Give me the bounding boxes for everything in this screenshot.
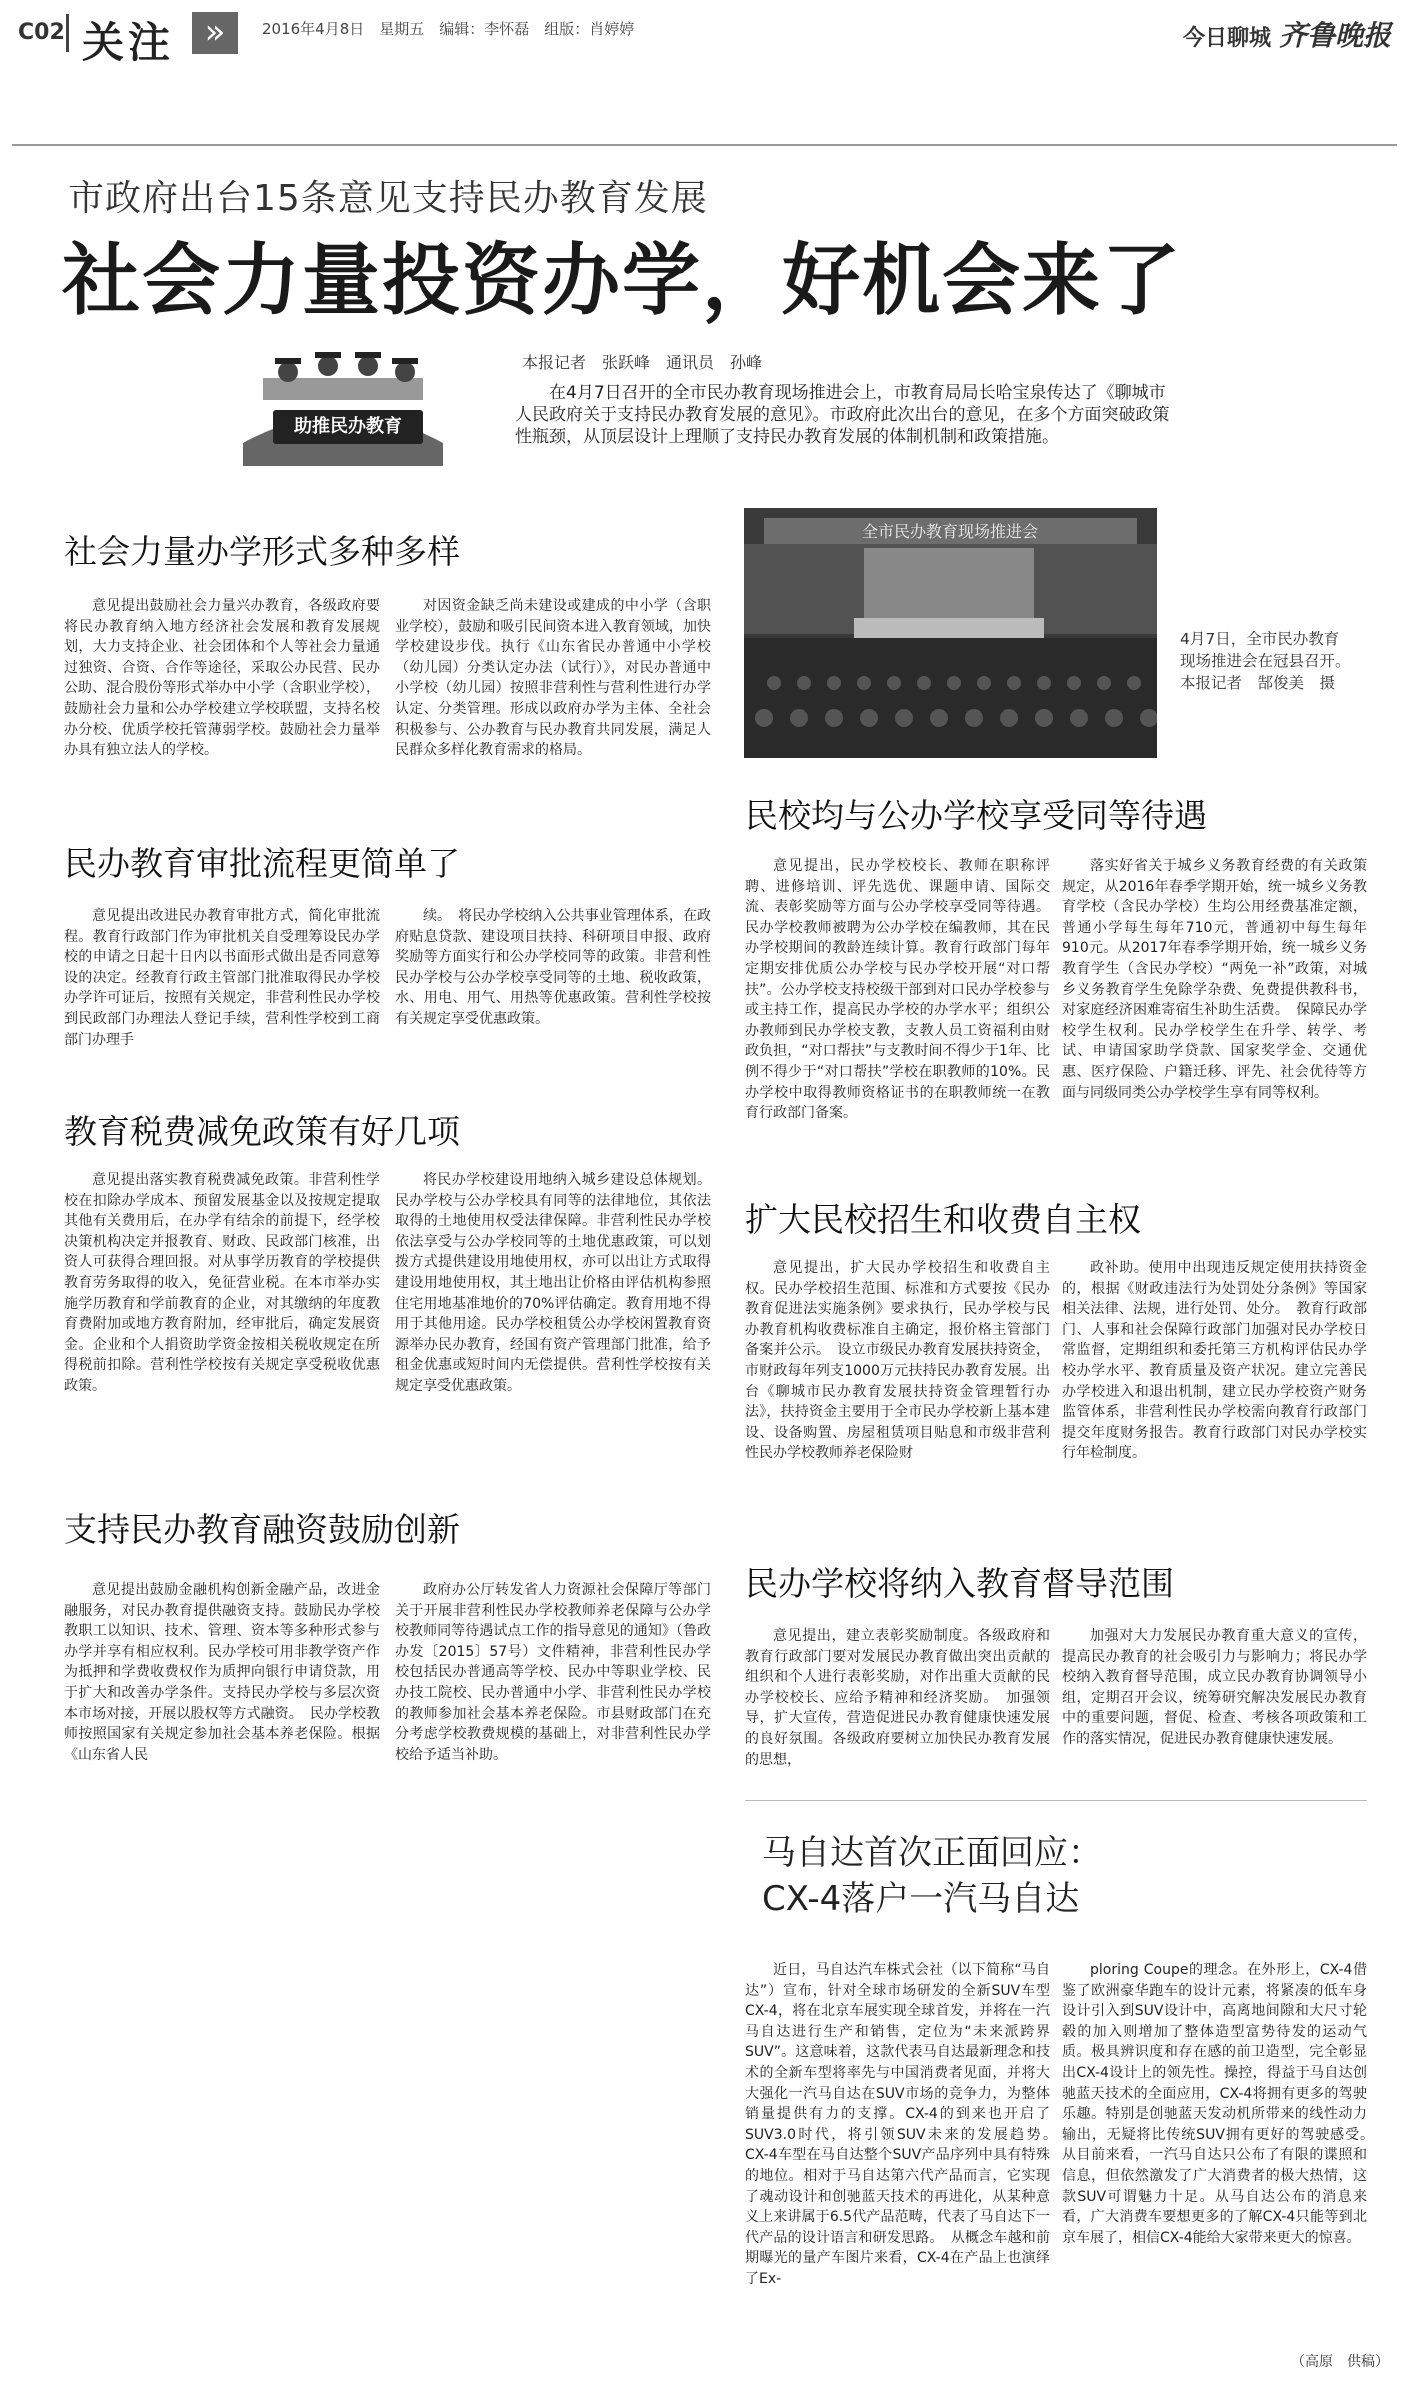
section-heading: 教育税费减免政策有好几项 [64, 1112, 460, 1151]
badge-label: 助推民办教育 [273, 410, 423, 444]
body-text [1062, 1626, 1367, 1750]
section-heading: 民办教育审批流程更简单了 [64, 844, 460, 883]
byline: 本报记者 张跃峰 通讯员 孙峰 [522, 353, 763, 372]
paragraph: 意见提出落实教育税费减免政策。非营利性学校在扣除办学成本、预留发展基金以及按规定提取其他有关费用后，在办学有结余的前提下，经学校决策机构决定并报教育、财政、民政部门核准，出资人可获得合理回报。对从事学历教育的学校提供教育劳务取得的收入，免征营业税。在本市举办实施学历教育和学前教育的企业，对其缴纳的年度教育费附加或地方教育附加，经审批后，确定发展资金。企业和个人捐资助学资金按相关税收规定在所得税前扣除。营利性学校按有关规定享受税收优惠政策。 [64, 1172, 380, 1394]
article-subtitle: 市政府出台15条意见支持民办教育发展 [68, 178, 708, 219]
body-text [395, 1170, 711, 1397]
body-text [64, 906, 380, 1050]
chevron-right-icon: » [192, 12, 238, 54]
paragraph: 意见提出鼓励金融机构创新金融产品，改进金融服务，对民办教育提供融资支持。鼓励民办学校教职工以知识、技术、管理、资本等多种形式参与办学并享有相应权利。民办学校可用非教学资产作为抵押和学费收费权作为质押向银行申请贷款，用于扩大和改善办学条件。支持民办学校与多层次资本市场对接，开展以股权等方式融资。 民办学校教师按照国家有关规定参加社会基本养老保险。根据《山东省人民 [64, 1582, 380, 1763]
body-text [745, 1960, 1064, 2290]
body-text [395, 1580, 711, 1765]
graduates-icon [233, 348, 453, 466]
section-heading: 民办学校将纳入教育督导范围 [745, 1564, 1174, 1603]
paragraph: 意见提出鼓励社会力量兴办教育，各级政府要将民办教育纳入地方经济社会发展和教育发展规划，大力支持企业、社会团体和个人等社会力量通过独资、合资、合作等途径，采取公办民营、民办公助、混合股份等形式举办中小学（含职业学校），鼓励社会力量和公办学校建立学校联盟，支持名校办分校、优质学校托管薄弱学校。鼓励社会力量举办具有独立法人的学校。 [64, 598, 380, 759]
divider [12, 144, 1397, 146]
body-text [64, 596, 380, 761]
section-heading: 社会力量办学形式多种多样 [64, 532, 460, 571]
paragraph: 政补助。使用中出现违反规定使用扶持资金的，根据《财政违法行为处罚处分条例》等国家相关法律、法规，进行处罚、处分。 教育行政部门、人事和社会保障行政部门加强对民办学校日常监督，定期组织和委托第三方机构评估民办学校办学水平、教育质量及资产状况。建立完善民办学校进入和退出机制，建立民办学校资产财务监管体系，非营利性民办学校需向教育行政部门提交年度财务报告。教育行政部门对民办学校实行年检制度。 [1062, 1260, 1367, 1462]
body-text [745, 1626, 1050, 1770]
badge-illustration [233, 348, 453, 466]
section-heading: 支持民办教育融资鼓励创新 [64, 1510, 460, 1549]
body-text [64, 1170, 380, 1397]
paragraph: 政府办公厅转发省人力资源社会保障厅等部门关于开展非营利性民办学校教师养老保障与公办学校教师同等待遇试点工作的指导意见的通知》（鲁政办发〔2015〕57号）文件精神，非营利性民办学校包括民办普通高等学校、民办中等职业学校、民办技工院校、民办普通中小学、非营利性民办学校的教师参加社会基本养老保险。市县财政部门在充分考虑学校教费规模的基础上，对非营利性民办学校给予适当补助。 [395, 1582, 711, 1763]
paragraph: 对因资金缺乏尚未建设或建成的中小学（含职业学校），鼓励和吸引民间资本进入教育领域，加快学校建设步伐。执行《山东省民办普通中小学校（幼儿园）分类认定办法（试行）》，对民办普通中小学校（幼儿园）按照非营利性与营利性进行办学认定、分类管理。形成以政府办学为主体、全社会积极参与、公办教育与民办教育共同发展，满足人民群众多样化教育需求的格局。 [395, 598, 711, 759]
news-title-line: CX-4落户一汽马自达 [762, 1879, 1080, 1919]
meeting-hall-image [744, 508, 1157, 758]
paragraph: 意见提出，扩大民办学校招生和收费自主权。民办学校招生范围、标准和方式要按《民办教育促进法实施条例》要求执行，民办学校与民办教育机构收费标准自主确定，报价格主管部门备案并公示。 设立市级民办教育发展扶持资金，市财政每年列支1000万元扶持民办教育发展。出台《聊城市民办教育发展扶持资金管理暂行办法》，扶持资金主要用于全市民办学校新上基本建设、设备购置、房屋租赁项目贴息和市级非营利性民办学校教师养老保险财 [745, 1260, 1050, 1462]
issue-meta: 2016年4月8日 星期五 编辑：李怀磊 组版：肖婷婷 [262, 20, 635, 38]
meeting-photo [744, 508, 1157, 758]
body-text [1062, 856, 1367, 1103]
masthead [0, 0, 1409, 67]
divider [745, 1800, 1367, 1801]
page-number: C02 [18, 20, 65, 45]
news-title-line: 马自达首次正面回应： [762, 1833, 1102, 1873]
body-text [64, 1580, 380, 1765]
photo-banner-text: 全市民办教育现场推进会 [861, 522, 1039, 541]
body-text [1062, 1258, 1367, 1464]
brand-city: 今日聊城 [1182, 26, 1271, 51]
body-text [395, 906, 711, 1030]
news-credit: （高原 供稿） [1291, 2354, 1389, 2370]
lead-paragraph: 在4月7日召开的全市民办教育现场推进会上，市教育局局长哈宝泉传达了《聊城市人民政府关于支持民办教育发展的意见》。市政府此次出台的意见，在多个方面突破政策性瓶颈，从顶层设计上理顺了支持民办教育发展的体制机制和政策措施。 [515, 383, 1170, 447]
newspaper-logo: 齐鲁晚报 [1278, 19, 1391, 52]
article-title: 社会力量投资办学，好机会来了 [62, 236, 1183, 326]
body-text [745, 1258, 1050, 1464]
section-heading: 扩大民校招生和收费自主权 [745, 1200, 1141, 1239]
body-text [395, 596, 711, 761]
paragraph: 将民办学校建设用地纳入城乡建设总体规划。民办学校与公办学校具有同等的法律地位，其依法取得的土地使用权受法律保障。非营利性民办学校依法享受与公办学校同等的土地优惠政策，可以划拨方式提供建设用地使用权，亦可以出让方式取得建设用地使用权，其土地出让价格由评估机构参照住宅用地基准地价的70%评估确定。教育用地不得用于其他用途。民办学校租赁公办学校闲置教育资源举办民办教育，经国有资产管理部门批准，给予租金优惠或短时间内无偿提供。营利性学校按有关规定享受优惠政策。 [395, 1172, 711, 1394]
divider [66, 14, 69, 52]
paragraph: 意见提出，民办学校校长、教师在职称评聘、进修培训、评先选优、课题申请、国际交流、表彰奖励等方面与公办学校享受同等待遇。民办学校教师被聘为公办学校在编教师，其在民办学校期间的教龄连续计算。教育行政部门每年定期安排优质公办学校与民办学校开展“对口帮扶”。公办学校支持校级干部到对口民办学校参与或主持工作，提高民办学校的办学水平；组织公办教师到民办学校支教，支教人员工资福利由财政负担，“对口帮扶”与支教时间不得少于1年、比例不得少于“对口帮扶”学校在职教师的10%。民办学校中取得教师资格证书的在职教师统一在教育行政部门备案。 [745, 858, 1050, 1122]
body-text [745, 856, 1050, 1124]
paragraph: 意见提出，建立表彰奖励制度。各级政府和教育行政部门要对发展民办教育做出突出贡献的组织和个人进行表彰奖励，对作出重大贡献的民办学校校长、应给予精神和经济奖励。 加强领导，扩大宣传，营造促进民办教育健康快速发展的良好氛围。各级政府要树立加快民办教育发展的思想， [745, 1628, 1050, 1768]
paragraph: 落实好省关于城乡义务教育经费的有关政策规定，从2016年春季学期开始，统一城乡义务教育学校（含民办学校）生均公用经费基准定额，普通小学每生每年710元，普通初中每生每年910元。从2017年春季学期开始，统一城乡义务教育学生（含民办学校）“两免一补”政策，对城乡义务教育学生免除学杂费、免费提供教科书，对家庭经济困难寄宿生补助生活费。 保障民办学校学生权利。民办学校学生在升学、转学、考试、申请国家助学贷款、国家奖学金、交通优惠、医疗保险、户籍迁移、评先、社会优待等方面与同级同类公办学校学生享有同等权利。 [1062, 858, 1367, 1101]
paragraph: 意见提出改进民办教育审批方式，简化审批流程。教育行政部门作为审批机关自受理筹设民办学校的申请之日起十日内以书面形式做出是否同意筹设的决定。经教育行政主管部门批准取得民办学校办学许可证后，按照有关规定，非营利性民办学校到民政部门办理法人登记手续，营利性学校到工商部门办理手 [64, 908, 380, 1048]
body-text [1062, 1960, 1381, 2248]
paragraph: 近日，马自达汽车株式会社（以下简称“马自达”）宣布，针对全球市场研发的全新SUV车型CX-4，将在北京车展实现全球首发，并将在一汽马自达进行生产和销售，定位为“未来派跨界SUV”。这意味着，这款代表马自达最新理念和技术的全新车型将率先与中国消费者见面，并将大大强化一汽马自达在SUV市场的竞争力，为整体销量提供有力的支撑。CX-4的到来也开启了SUV3.0时代，将引领SUV未来的发展趋势。 CX-4车型在马自达整个SUV产品序列中具有特殊的地位。相对于马自达第六代产品而言，它实现了魂动设计和创驰蓝天技术的再进化，从某种意义上来讲属于6.5代产品范畴，代表了马自达下一代产品的设计语言和研发思路。 从概念车越和前期曝光的量产车图片来看，CX-4在产品上也演绎了Ex- [745, 1962, 1064, 2287]
paragraph: ploring Coupe的理念。在外形上，CX-4借鉴了欧洲豪华跑车的设计元素，将紧凑的低车身设计引入到SUV设计中，高离地间隙和大尺寸轮毂的加入则增加了整体造型富势待发的运动气质。极具辨识度和存在感的前卫造型，完全彰显出CX-4设计上的领先性。操控，得益于马自达创驰蓝天技术的全面应用，CX-4将拥有更多的驾驶乐趣。特别是创驰蓝天发动机所带来的线性动力输出，无疑将比传统SUV拥有更好的驾驶感受。 从目前来看，一汽马自达只公布了有限的谍照和信息，但依然激发了广大消费者的极大热情，这款SUV可谓魅力十足。从马自达公布的消息来看，广大消费车要想更多的了解CX-4只能等到北京车展了，相信CX-4能给大家带来更大的惊喜。 [1062, 1962, 1381, 2246]
section-name: 关注 [82, 18, 175, 67]
section-heading: 民校均与公办学校享受同等待遇 [745, 796, 1207, 835]
news-title [762, 1830, 1102, 1922]
photo-caption: 4月7日，全市民办教育现场推进会在冠县召开。 本报记者 郜俊美 摄 [1180, 630, 1359, 692]
paragraph: 加强对大力发展民办教育重大意义的宣传，提高民办教育的社会吸引力与影响力；将民办学校纳入教育督导范围，成立民办教育协调领导小组，定期召开会议，统筹研究解决发展民办教育中的重要问题，督促、检查、考核各项政策和工作的落实情况，促进民办教育健康快速发展。 [1062, 1628, 1367, 1747]
brand [1183, 14, 1391, 54]
paragraph: 续。 将民办学校纳入公共事业管理体系，在政府贴息贷款、建设项目扶持、科研项目申报、政府奖励等方面实行和公办学校同等的政策。非营利性民办学校与公办学校享受同等的土地、税收政策，水、用电、用气、用热等优惠政策。营利性学校按有关规定享受优惠政策。 [395, 908, 711, 1027]
